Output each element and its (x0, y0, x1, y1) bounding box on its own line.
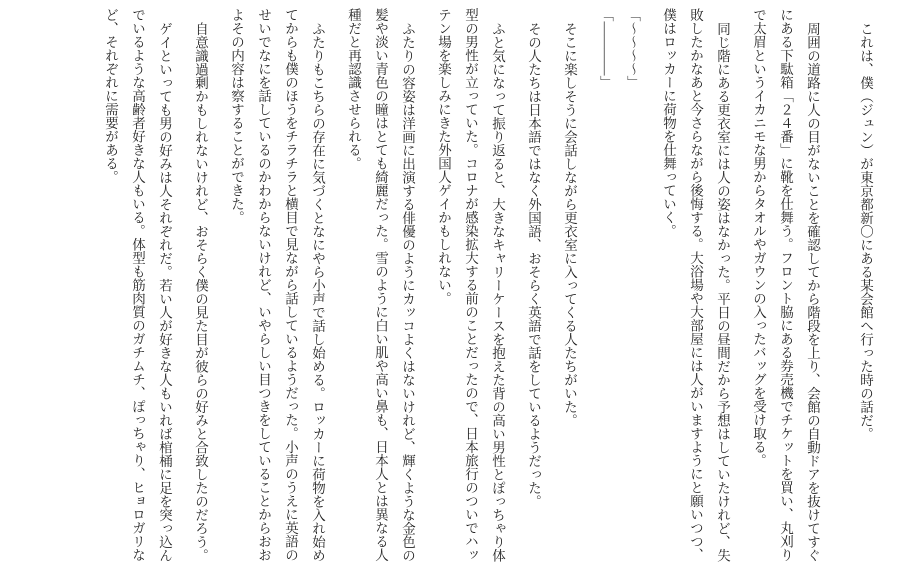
paragraph: ゲイといっても男の好みは人それぞれだ。若い人が好きな人もいれば棺桶に足を突っ込んでいるような高齢者好きな人もいる。体型も筋肉質のガチムチ、ぽっちゃり、ヒョロガリなど、それぞれに需要がある。 (103, 8, 172, 562)
dialogue-line: 「〜〜〜〜」 (625, 8, 640, 89)
paragraph: 周囲の道路に人の目がないことを確認してから階段を上り、会館の自動ドアを抜けてすぐにある下駄箱「２４番」に靴を仕舞う。フロント脇にある券売機でチケットを買い、丸刈りで太眉というイカニモな男からタオルやガウンの入ったバッグを受け取る。 (751, 8, 820, 562)
paragraph: 自意識過剰かもしれないけれど、おそらく僕の見た目が彼らの好みと合致したのだろう。 (193, 21, 208, 562)
paragraph: ふと気になって振り返ると、大きなキャリーケースを抱えた背の高い男性とぽっちゃり体型の男性が立っていた。コロナが感染拡大する前のことだったので、日本旅行のついでハッテン場を楽しみにきた外国人ゲイかもしれない。 (436, 8, 505, 562)
vertical-text-area (88, 8, 888, 569)
paragraph: ふたりもこちらの存在に気づくとなにやら小声で話し始める。ロッカーに荷物を入れ始めてからも僕のほうをチラチラと横目で見ながら話しているようだった。小声のうえに英語のせいでなにを話しているのかわからないけれど、いやらしい目つきをしていることからおおよその内容は察することができた。 (229, 8, 325, 562)
paragraph: ふたりの容姿は洋画に出演する俳優のようにカッコよくはないけれど、輝くような金色の髪や淡い青色の瞳はとても綺麗だった。雪のように白い肌や高い鼻も、日本人とは異なる人種だと再認識させられる。 (346, 8, 415, 562)
paragraph: これは、僕（ジュン）が東京都新〇にある某会館へ行った時の話だ。 (858, 21, 873, 440)
dialogue-line: 「――――」 (598, 8, 613, 89)
paragraph: その人たちは日本語ではなく外国語、おそらく英語で話をしているようだった。 (526, 21, 541, 508)
paragraph: そこに楽しそうに会話しながら更衣室に入ってくる人たちがいた。 (562, 21, 577, 427)
paragraph: 同じ階にある更衣室には人の姿はなかった。平日の昼間だから予想はしていたけれど、失敗したかなあと今さらながら後悔する。大浴場や大部屋には人がいますようにと願いつつ、僕はロッカーに荷物を仕舞っていく。 (661, 8, 730, 562)
